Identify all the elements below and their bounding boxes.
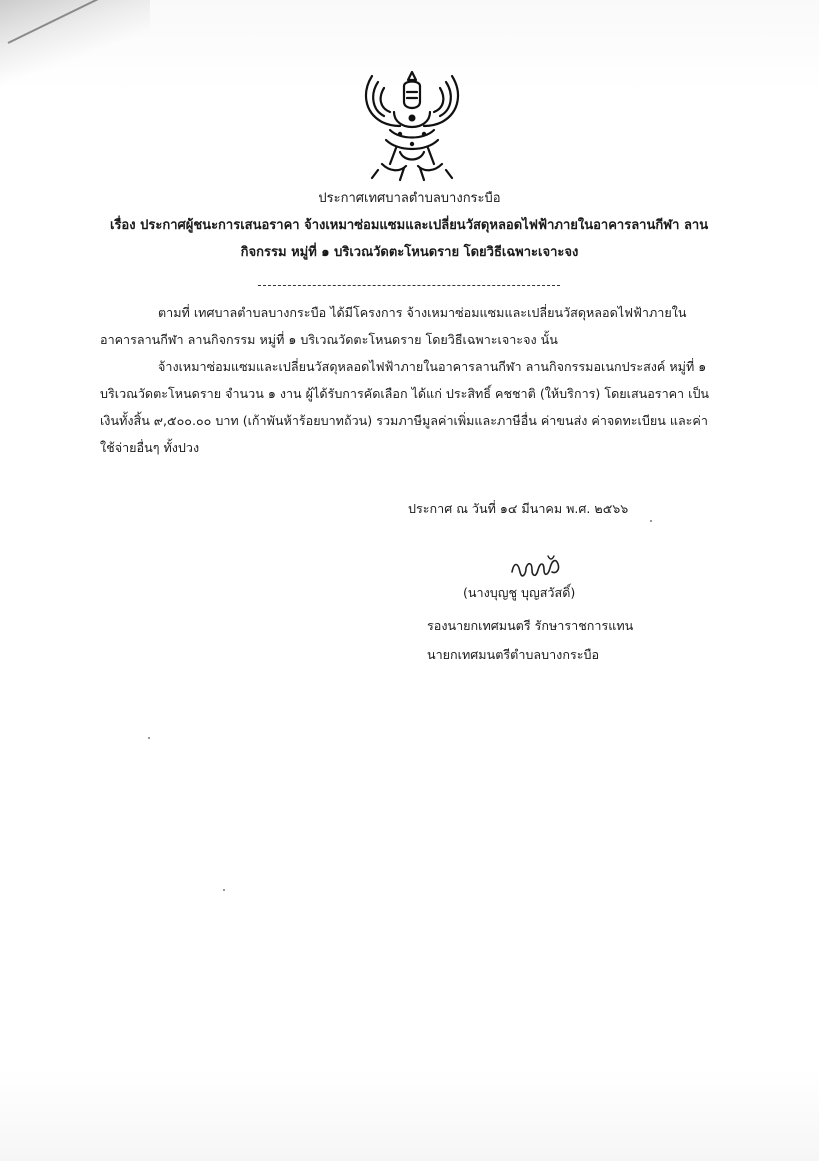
announcement-date: ประกาศ ณ วันที่ ๑๔ มีนาคม พ.ศ. ๒๕๖๖: [408, 501, 629, 516]
signer-name: (นางบุญชู บุญสวัสดิ์): [463, 585, 576, 600]
paragraph-2-line-1: จ้างเหมาซ่อมแซมและเปลี่ยนวัสดุหลอดไฟฟ้าภายในอาคารลานกีฬา ลานกิจกรรมอเนกประสงค์ หมู่ที่ ๑: [158, 359, 707, 374]
signer-position-line-2: นายกเทศมนตรีตำบลบางกระบือ: [427, 647, 600, 662]
paragraph-2-line-4: ใช้จ่ายอื่นๆ ทั้งปวง: [100, 440, 200, 455]
paragraph-2-line-2: บริเวณวัดตะโหนดราย จำนวน ๑ งาน ผู้ได้รับการคัดเลือก ได้แก่ ประสิทธิ์ คชชาติ (ให้บริการ) โดยเสนอราคา เป็น: [100, 386, 710, 401]
scan-speck: [148, 737, 150, 739]
paragraph-1-line-2: อาคารลานกีฬา ลานกิจกรรม หมู่ที่ ๑ บริเวณวัดตะโหนดราย โดยวิธีเฉพาะเจาะจง นั้น: [100, 332, 558, 347]
scan-speck: [650, 520, 652, 522]
scan-speck: [223, 889, 225, 891]
subject-line-1: เรื่อง ประกาศผู้ชนะการเสนอราคา จ้างเหมาซ่อมแซมและเปลี่ยนวัสดุหลอดไฟฟ้าภายในอาคารลานกีฬา ลาน: [110, 218, 709, 233]
garuda-emblem-icon: [360, 68, 464, 184]
handwritten-signature: [508, 552, 566, 586]
paragraph-1-line-1: ตามที่ เทศบาลตำบลบางกระบือ ได้มีโครงการ จ้างเหมาซ่อมแซมและเปลี่ยนวัสดุหลอดไฟฟ้าภายใน: [158, 305, 687, 320]
separator-line: [258, 285, 560, 286]
paragraph-2-line-3: เงินทั้งสิ้น ๙,๕๐๐.๐๐ บาท (เก้าพันห้าร้อยบาทถ้วน) รวมภาษีมูลค่าเพิ่มและภาษีอื่น ค่าขนส่ง ค่าจดทะเบียน และค่า: [100, 413, 708, 428]
subject-line-2: กิจกรรม หมู่ที่ ๑ บริเวณวัดตะโหนดราย โดยวิธีเฉพาะเจาะจง: [240, 245, 579, 260]
signer-position-line-1: รองนายกเทศมนตรี รักษาราชการแทน: [427, 618, 634, 633]
scan-corner-shadow: [0, 0, 150, 90]
document-heading: ประกาศเทศบาลตำบลบางกระบือ: [318, 191, 501, 206]
